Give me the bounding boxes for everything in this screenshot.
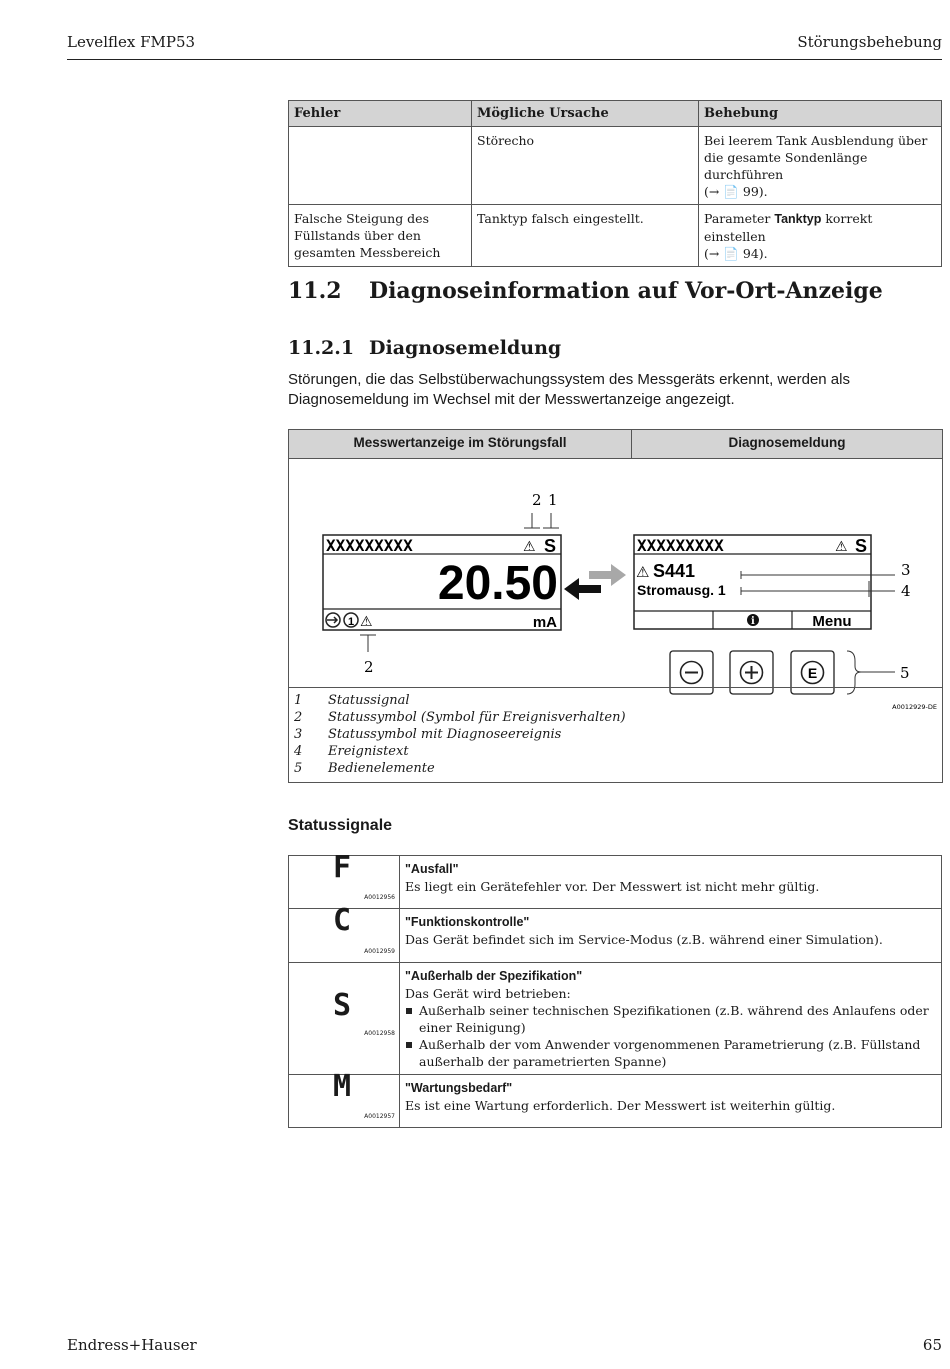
status-symbol-cell xyxy=(289,850,400,909)
status-text: Das Gerät wird betrieben: xyxy=(405,986,571,1001)
legend-item: 2 Statussymbol (Symbol für Ereignisverhalten) xyxy=(294,710,626,725)
status-text: Es liegt ein Gerätefehler vor. Der Messwert ist nicht mehr gültig. xyxy=(405,879,820,894)
callout-5: 5 xyxy=(900,664,910,682)
callout-1-top: 1 xyxy=(548,491,558,509)
legend-item: 1 Statussignal xyxy=(294,693,410,708)
intro-paragraph: Störungen, die das Selbstüberwachungssystem des Messgeräts erkennt, werden als Diagnosemeldung im Wechsel mit der Messwertanzeige angezeigt. xyxy=(288,371,850,408)
symbol-code: A0012956 xyxy=(364,894,395,901)
cell-ursache: Tanktyp falsch eingestellt. xyxy=(472,205,699,267)
footer-company: Endress+Hauser xyxy=(67,1336,197,1354)
display-tag: XXXXXXXXX xyxy=(637,536,724,555)
page-number: 65 xyxy=(922,1336,942,1354)
page-reference: (→ 📄 99). xyxy=(704,184,768,199)
table-row xyxy=(289,909,942,963)
table-row xyxy=(289,856,942,909)
col-header-ursache: Mögliche Ursache xyxy=(472,101,699,127)
subsection-title: Diagnosemeldung xyxy=(369,337,562,359)
display-tag: XXXXXXXXX xyxy=(326,536,413,555)
legend-item: 4 Ereignistext xyxy=(294,744,409,759)
status-symbol-cell xyxy=(289,963,400,1075)
diagnostic-figure xyxy=(288,429,943,783)
fault-table xyxy=(288,100,942,267)
status-symbol: S xyxy=(544,536,557,556)
symbol-code: A0012958 xyxy=(364,1030,395,1037)
figure-col2-header: Diagnosemeldung xyxy=(728,435,846,450)
header-rule xyxy=(67,59,942,60)
page-reference: (→ 📄 94). xyxy=(704,246,768,261)
behebung-text: korrekt einstellen xyxy=(704,211,873,244)
cell-fehler: Falsche Steigung des Füllstands über den gesamten Messbereich xyxy=(289,205,472,267)
event-text: Stromausg. 1 xyxy=(637,582,726,598)
warning-icon: ⚠ xyxy=(523,539,536,555)
behebung-text: Parameter xyxy=(704,211,775,226)
figure-col1-header: Messwertanzeige im Störungsfall xyxy=(353,435,567,450)
table-row xyxy=(289,205,942,267)
legend-item: 5 Bedienelemente xyxy=(294,761,435,776)
callout-2-top: 2 xyxy=(532,491,542,509)
symbol-code: A0012959 xyxy=(364,948,395,955)
status-description xyxy=(400,856,942,909)
status-c-icon: C xyxy=(333,903,352,938)
list-item: Außerhalb seiner technischen Spezifikationen (z.B. während des Anlaufens oder einer Reinigung) xyxy=(405,1002,936,1036)
cell-behebung xyxy=(699,205,942,267)
figure-header xyxy=(289,430,942,459)
parameter-name: Tanktyp xyxy=(774,212,822,226)
subsection-number: 11.2.1 xyxy=(288,337,355,359)
col-header-behebung: Behebung xyxy=(699,101,942,127)
svg-text:i: i xyxy=(751,616,755,627)
section-number: 11.2 xyxy=(288,278,342,304)
status-symbol-cell xyxy=(289,903,400,963)
legend-item: 3 Statussymbol mit Diagnoseereignis xyxy=(294,727,562,742)
status-f-icon: F xyxy=(333,850,352,885)
callout-2-bottom: 2 xyxy=(364,658,374,676)
subsection-heading xyxy=(288,337,561,359)
cell-fehler xyxy=(289,127,472,205)
status-description xyxy=(400,1075,942,1128)
list-item: Außerhalb der vom Anwender vorgenommenen Parametrierung (z.B. Füllstand außerhalb der parametrierten Spanne) xyxy=(405,1036,936,1070)
table-row xyxy=(289,127,942,205)
section-heading xyxy=(288,278,883,304)
status-symbol: S xyxy=(855,536,868,556)
col-header-fehler: Fehler xyxy=(289,101,472,127)
header-product: Levelflex FMP53 xyxy=(67,33,196,51)
cell-behebung xyxy=(699,127,942,205)
enter-icon: E xyxy=(807,665,818,681)
table-row xyxy=(289,1075,942,1128)
status-m-icon: M xyxy=(333,1069,352,1104)
softkey-menu: Menu xyxy=(812,613,852,630)
warning-icon: ⚠ xyxy=(636,563,650,581)
status-title: "Außerhalb der Spezifikation" xyxy=(405,969,583,983)
figure-code: A0012929-DE xyxy=(892,703,937,711)
svg-text:1: 1 xyxy=(348,616,355,628)
status-signal-table xyxy=(288,850,942,1128)
header-chapter: Störungsbehebung xyxy=(797,33,942,51)
symbol-code: A0012957 xyxy=(364,1113,395,1120)
cell-ursache: Störecho xyxy=(472,127,699,205)
warning-icon: ⚠ xyxy=(835,539,848,555)
behebung-text: Bei leerem Tank Ausblendung über die gesamte Sondenlänge durchführen xyxy=(704,133,928,182)
measured-value: 20.50 xyxy=(437,557,558,610)
legend-divider xyxy=(289,687,942,688)
section-title: Diagnoseinformation auf Vor-Ort-Anzeige xyxy=(369,278,883,304)
callout-3: 3 xyxy=(901,561,911,579)
event-code: S441 xyxy=(653,561,696,581)
status-text: Es ist eine Wartung erforderlich. Der Messwert ist weiterhin gültig. xyxy=(405,1098,836,1113)
diagnostic-message-display xyxy=(634,535,871,630)
status-title: "Ausfall" xyxy=(405,862,459,876)
callout-4: 4 xyxy=(901,582,911,600)
status-title: "Funktionskontrolle" xyxy=(405,915,530,929)
fault-table-header xyxy=(289,101,942,127)
svg-text:⚠: ⚠ xyxy=(360,614,373,630)
status-title: "Wartungsbedarf" xyxy=(405,1081,513,1095)
status-text: Das Gerät befindet sich im Service-Modus (z.B. während einer Simulation). xyxy=(405,932,883,947)
table-row xyxy=(289,963,942,1075)
status-description xyxy=(400,963,942,1075)
measured-value-display xyxy=(323,535,561,631)
alternating-arrows xyxy=(564,564,626,600)
status-s-icon: S xyxy=(333,988,352,1023)
status-description xyxy=(400,909,942,963)
status-symbol-cell xyxy=(289,1069,400,1128)
statussignale-heading: Statussignale xyxy=(288,817,393,834)
unit-label: mA xyxy=(532,614,557,631)
